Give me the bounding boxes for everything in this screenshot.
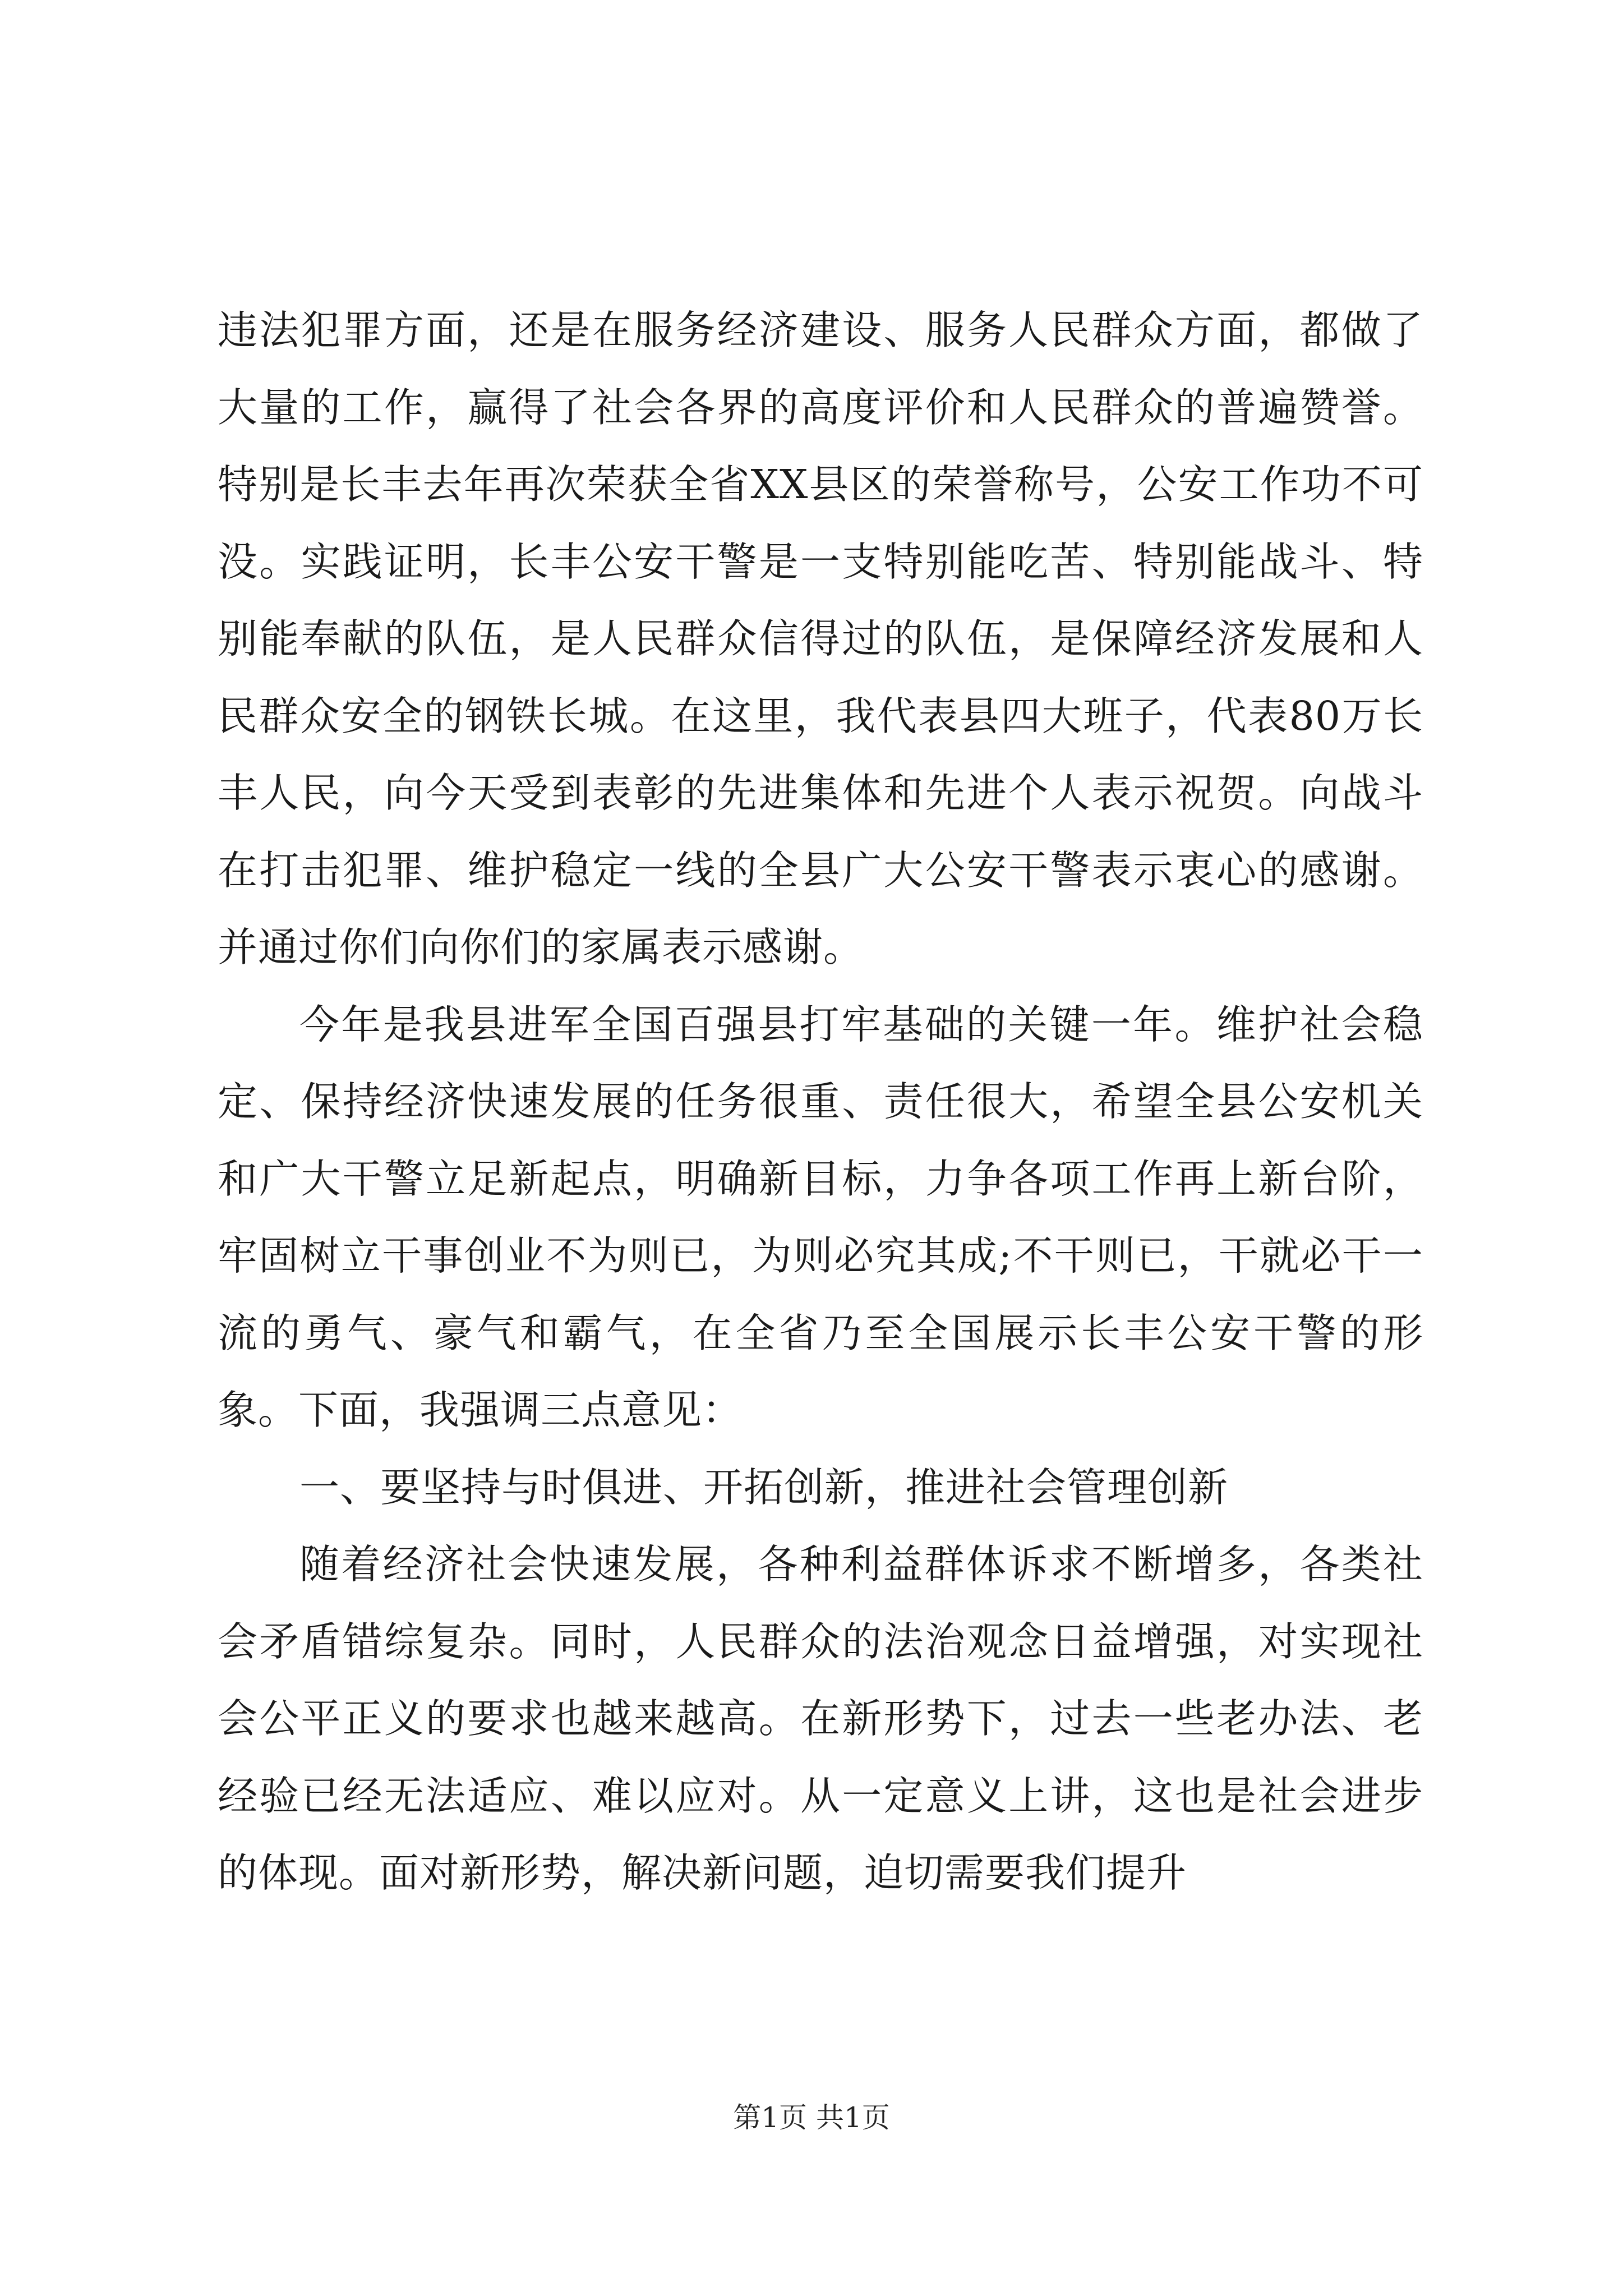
- paragraph-1: 违法犯罪方面，还是在服务经济建设、服务人民群众方面，都做了大量的工作，赢得了社会各界的高度评价和人民群众的普遍赞誉。特别是长丰去年再次荣获全省XX县区的荣誉称号，公安工作功不可没。实践证明，长丰公安干警是一支特别能吃苦、特别能战斗、特别能奉献的队伍，是人民群众信得过的队伍，是保障经济发展和人民群众安全的钢铁长城。在这里，我代表县四大班子，代表80万长丰人民，向今天受到表彰的先进集体和先进个人表示祝贺。向战斗在打击犯罪、维护稳定一线的全县广大公安干警表示衷心的感谢。并通过你们向你们的家属表示感谢。: [218, 307, 1423, 970]
- paragraph-3: 随着经济社会快速发展，各种利益群体诉求不断增多，各类社会矛盾错综复杂。同时，人民群众的法治观念日益增强，对实现社会公平正义的要求也越来越高。在新形势下，过去一些老办法、老经验已经无法适应、难以应对。从一定意义上讲，这也是社会进步的体现。面对新形势，解决新问题，迫切需要我们提升: [218, 1541, 1423, 1896]
- page-footer: 第1页 共1页: [733, 2101, 890, 2134]
- section-heading-1: 一、要坚持与时俱进、开拓创新，推进社会管理创新: [299, 1464, 1229, 1511]
- document-body: [218, 292, 1423, 1912]
- paragraph-2: 今年是我县进军全国百强县打牢基础的关键一年。维护社会稳定、保持经济快速发展的任务很重、责任很大，希望全县公安机关和广大干警立足新起点，明确新目标，力争各项工作再上新台阶，牢固树立干事创业不为则已，为则必究其成;不干则已，干就必干一流的勇气、豪气和霸气，在全省乃至全国展示长丰公安干警的形象。下面，我强调三点意见：: [218, 1001, 1423, 1433]
